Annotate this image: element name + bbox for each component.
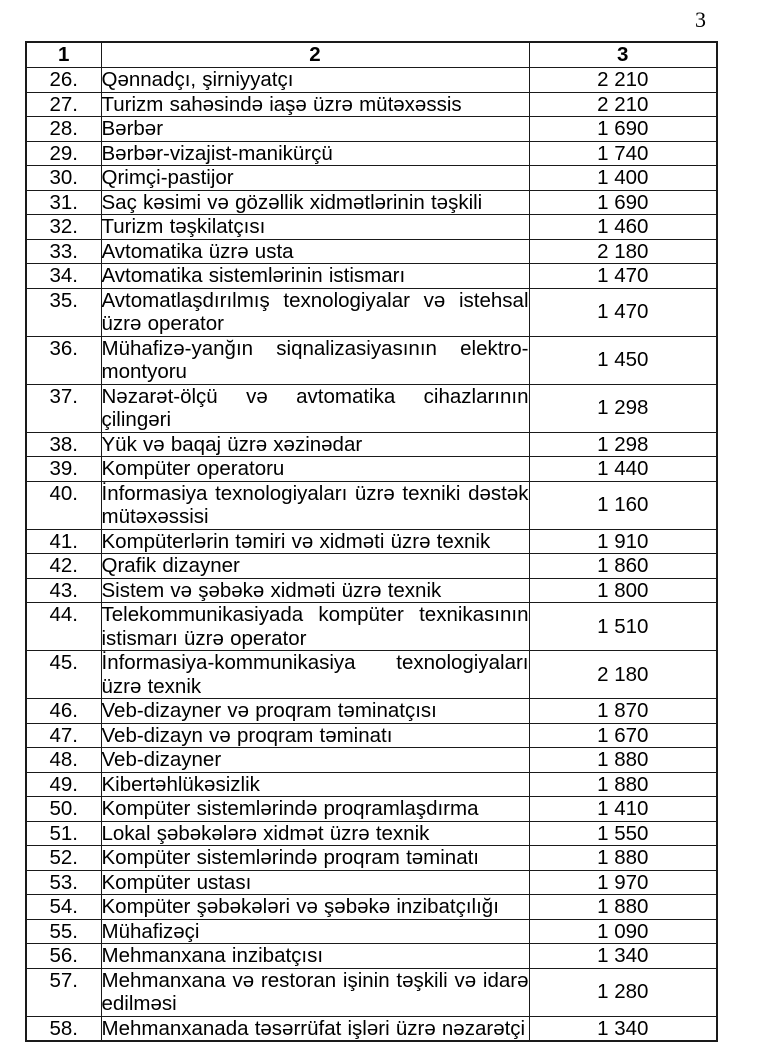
value-cell: 2 210 (529, 68, 717, 93)
profession-cell: Bərbər (101, 117, 529, 142)
table-row (26, 748, 717, 773)
header-col-1: 1 (26, 42, 101, 68)
profession-cell: Mühafizə-yanğın siqnalizasiyasının elektro-montyoru (101, 336, 529, 383)
value-cell: 2 210 (529, 92, 717, 117)
table-row (26, 117, 717, 142)
row-number-cell: 56. (26, 944, 101, 969)
row-number-cell: 29. (26, 141, 101, 166)
table-row (26, 944, 717, 969)
value-cell: 1 860 (529, 554, 717, 579)
profession-cell: Bərbər-vizajist-manikürçü (101, 141, 529, 166)
row-number-cell: 47. (26, 723, 101, 748)
value-cell: 1 460 (529, 215, 717, 240)
table-row (26, 239, 717, 264)
profession-cell: İnformasiya-kommunikasiya texnologiyaları üzrə texnik (101, 651, 529, 698)
row-number-cell: 30. (26, 166, 101, 191)
value-cell: 1 340 (529, 1016, 717, 1041)
row-number-cell: 28. (26, 117, 101, 142)
row-number-cell: 31. (26, 190, 101, 215)
table-row (26, 166, 717, 191)
table-row (26, 215, 717, 240)
table-row (26, 481, 717, 529)
table-row (26, 919, 717, 944)
value-cell: 1 280 (529, 968, 717, 1016)
page-number: 3 (695, 7, 706, 32)
value-cell: 1 880 (529, 895, 717, 920)
table-header (26, 42, 717, 68)
profession-cell: Mehmanxana inzibatçısı (101, 944, 529, 969)
row-number-cell: 38. (26, 432, 101, 457)
header-col-2: 2 (101, 42, 529, 68)
row-number-cell: 34. (26, 264, 101, 289)
value-cell: 1 440 (529, 457, 717, 482)
value-cell: 1 400 (529, 166, 717, 191)
value-cell: 1 470 (529, 264, 717, 289)
profession-cell: Kompüterlərin təmiri və xidməti üzrə texnik (101, 529, 529, 554)
profession-cell: Qrafik dizayner (101, 554, 529, 579)
profession-cell: Kompüter ustası (101, 870, 529, 895)
table-row (26, 141, 717, 166)
row-number-cell: 41. (26, 529, 101, 554)
table-row (26, 336, 717, 384)
table-row (26, 772, 717, 797)
profession-cell: Avtomatika sistemlərinin istismarı (101, 264, 529, 289)
row-number-cell: 40. (26, 481, 101, 529)
table-row (26, 699, 717, 724)
profession-cell: Avtomatlaşdırılmış texnologiyalar və istehsal üzrə operator (101, 288, 529, 335)
profession-cell: Kompüter operatoru (101, 457, 529, 482)
value-cell: 1 800 (529, 578, 717, 603)
value-cell: 1 160 (529, 481, 717, 529)
table-row (26, 968, 717, 1016)
row-number-cell: 53. (26, 870, 101, 895)
table-row (26, 895, 717, 920)
row-number-cell: 43. (26, 578, 101, 603)
row-number-cell: 50. (26, 797, 101, 822)
profession-cell: Yük və baqaj üzrə xəzinədar (101, 432, 529, 457)
value-cell: 1 880 (529, 748, 717, 773)
table-row (26, 651, 717, 699)
value-cell: 1 510 (529, 603, 717, 651)
row-number-cell: 57. (26, 968, 101, 1016)
table-row (26, 723, 717, 748)
profession-cell: Mühafizəçi (101, 919, 529, 944)
value-cell: 1 690 (529, 117, 717, 142)
row-number-cell: 52. (26, 846, 101, 871)
table-row (26, 457, 717, 482)
professions-table (25, 41, 718, 1042)
value-cell: 1 410 (529, 797, 717, 822)
table-row (26, 870, 717, 895)
table-row (26, 578, 717, 603)
profession-cell: Avtomatika üzrə usta (101, 239, 529, 264)
row-number-cell: 54. (26, 895, 101, 920)
value-cell: 1 880 (529, 846, 717, 871)
value-cell: 1 880 (529, 772, 717, 797)
table-row (26, 264, 717, 289)
row-number-cell: 36. (26, 336, 101, 384)
table-body (26, 68, 717, 1042)
value-cell: 1 470 (529, 288, 717, 336)
table-row (26, 1016, 717, 1041)
value-cell: 2 180 (529, 651, 717, 699)
value-cell: 1 550 (529, 821, 717, 846)
header-col-3: 3 (529, 42, 717, 68)
table-row (26, 846, 717, 871)
value-cell: 1 690 (529, 190, 717, 215)
value-cell: 1 740 (529, 141, 717, 166)
row-number-cell: 33. (26, 239, 101, 264)
value-cell: 1 090 (529, 919, 717, 944)
profession-cell: Veb-dizayn və proqram təminatı (101, 723, 529, 748)
row-number-cell: 55. (26, 919, 101, 944)
value-cell: 1 298 (529, 432, 717, 457)
table-row (26, 603, 717, 651)
header-row (26, 42, 717, 68)
table-row (26, 190, 717, 215)
row-number-cell: 32. (26, 215, 101, 240)
profession-cell: Telekommunikasiyada kompüter texnikasının istismarı üzrə operator (101, 603, 529, 650)
row-number-cell: 51. (26, 821, 101, 846)
row-number-cell: 58. (26, 1016, 101, 1041)
table-row (26, 384, 717, 432)
value-cell: 1 450 (529, 336, 717, 384)
profession-cell: Kibertəhlükəsizlik (101, 772, 529, 797)
row-number-cell: 35. (26, 288, 101, 336)
row-number-cell: 45. (26, 651, 101, 699)
row-number-cell: 49. (26, 772, 101, 797)
profession-cell: Lokal şəbəkələrə xidmət üzrə texnik (101, 821, 529, 846)
row-number-cell: 27. (26, 92, 101, 117)
table-row (26, 797, 717, 822)
profession-cell: Qrimçi-pastijor (101, 166, 529, 191)
profession-cell: Kompüter sistemlərində proqramlaşdırma (101, 797, 529, 822)
value-cell: 1 910 (529, 529, 717, 554)
profession-cell: Saç kəsimi və gözəllik xidmətlərinin təşkili (101, 190, 529, 215)
value-cell: 1 970 (529, 870, 717, 895)
value-cell: 1 870 (529, 699, 717, 724)
value-cell: 2 180 (529, 239, 717, 264)
table-row (26, 821, 717, 846)
profession-cell: Turizm sahəsində iaşə üzrə mütəxəssis (101, 92, 529, 117)
table-row (26, 92, 717, 117)
row-number-cell: 42. (26, 554, 101, 579)
table-row (26, 288, 717, 336)
table-row (26, 529, 717, 554)
value-cell: 1 340 (529, 944, 717, 969)
profession-cell: İnformasiya texnologiyaları üzrə texniki dəstək mütəxəssisi (101, 481, 529, 528)
table-row (26, 432, 717, 457)
profession-cell: Mehmanxana və restoran işinin təşkili və idarə edilməsi (101, 968, 529, 1015)
profession-cell: Kompüter şəbəkələri və şəbəkə inzibatçılığı (101, 895, 529, 920)
row-number-cell: 48. (26, 748, 101, 773)
profession-cell: Qənnadçı, şirniyyatçı (101, 68, 529, 93)
row-number-cell: 39. (26, 457, 101, 482)
profession-cell: Mehmanxanada təsərrüfat işləri üzrə nəzarətçi (101, 1016, 529, 1041)
row-number-cell: 37. (26, 384, 101, 432)
profession-cell: Sistem və şəbəkə xidməti üzrə texnik (101, 578, 529, 603)
profession-cell: Turizm təşkilatçısı (101, 215, 529, 240)
profession-cell: Veb-dizayner və proqram təminatçısı (101, 699, 529, 724)
profession-cell: Kompüter sistemlərində proqram təminatı (101, 846, 529, 871)
table-row (26, 68, 717, 93)
row-number-cell: 46. (26, 699, 101, 724)
value-cell: 1 298 (529, 384, 717, 432)
table-row (26, 554, 717, 579)
profession-cell: Nəzarət-ölçü və avtomatika cihazlarının çilingəri (101, 384, 529, 431)
profession-cell: Veb-dizayner (101, 748, 529, 773)
value-cell: 1 670 (529, 723, 717, 748)
row-number-cell: 44. (26, 603, 101, 651)
row-number-cell: 26. (26, 68, 101, 93)
